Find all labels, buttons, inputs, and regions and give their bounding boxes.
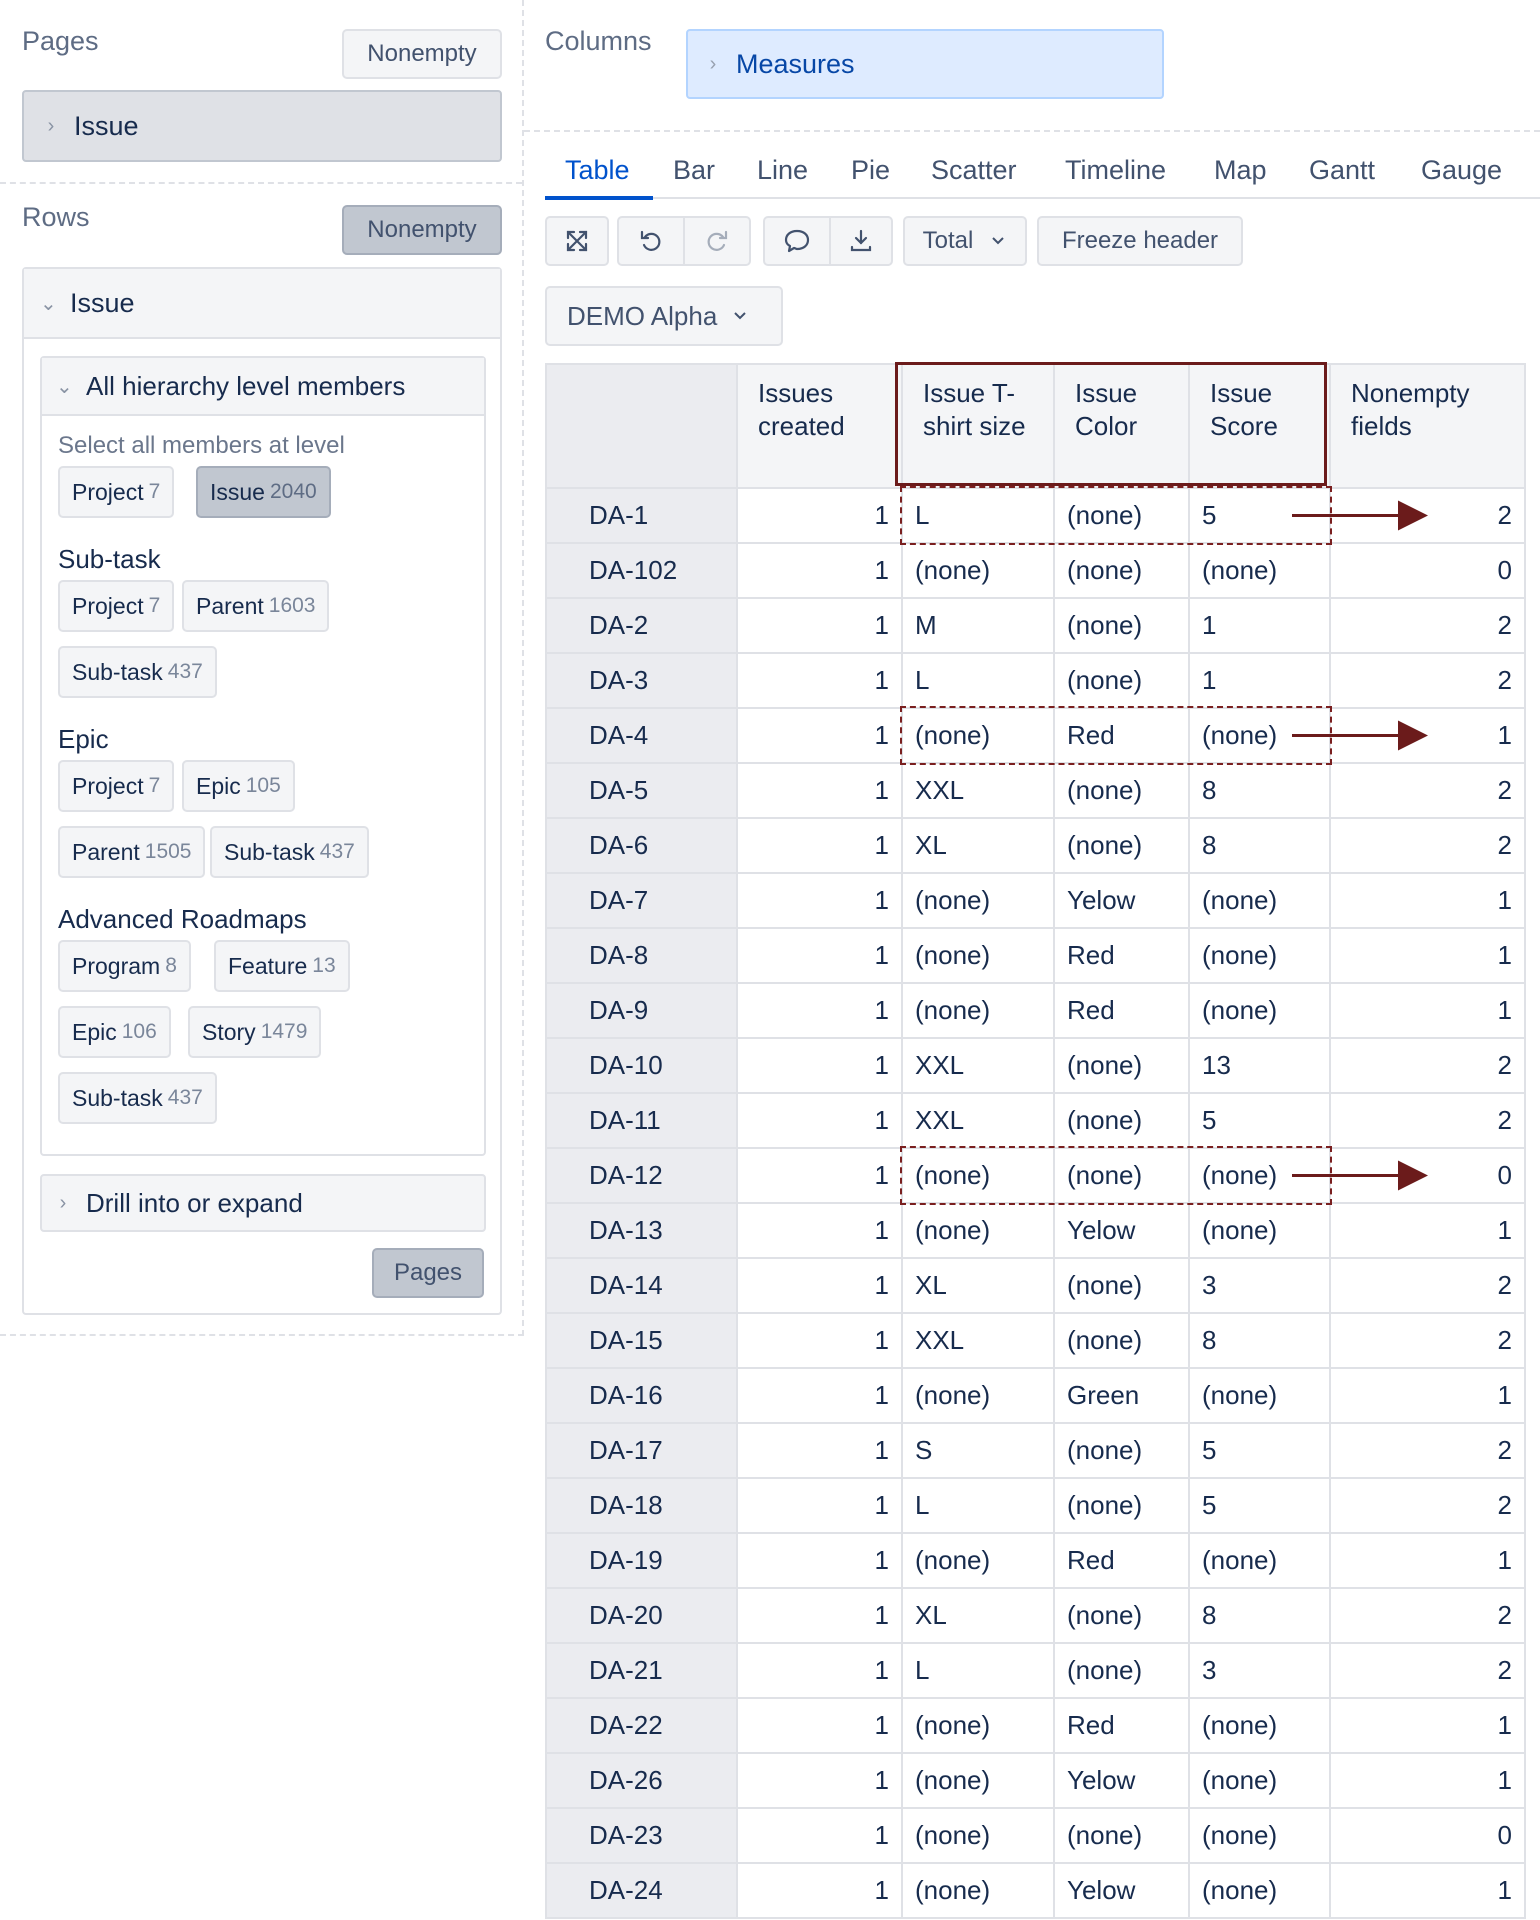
table-row (546, 543, 1525, 598)
undo-button[interactable] (617, 216, 685, 266)
comment-button[interactable] (763, 216, 831, 266)
group-title-advanced-roadmaps: Advanced Roadmaps (58, 904, 307, 934)
cell-nonempty-fields: 2 (1330, 818, 1525, 873)
row-header[interactable]: DA-24 (546, 1863, 737, 1918)
row-header[interactable]: DA-8 (546, 928, 737, 983)
cell-issues-created: 1 (737, 1313, 902, 1368)
cell-issue-score: (none) (1189, 928, 1330, 983)
cell-nonempty-fields: 2 (1330, 1423, 1525, 1478)
project-selector-label: DEMO Alpha (567, 300, 718, 331)
cell-issue-score: 5 (1189, 1093, 1330, 1148)
row-header[interactable]: DA-12 (546, 1148, 737, 1203)
cell-tshirt-size: XXL (902, 763, 1054, 818)
cell-issue-color: Red (1054, 983, 1189, 1038)
row-header[interactable]: DA-10 (546, 1038, 737, 1093)
col-header-nonempty-fields[interactable]: Nonempty fields (1330, 364, 1525, 488)
cell-issues-created: 1 (737, 1038, 902, 1093)
cell-issue-score: 5 (1189, 488, 1330, 543)
cell-nonempty-fields: 1 (1330, 873, 1525, 928)
table-row (546, 1863, 1525, 1918)
cell-nonempty-fields: 1 (1330, 1368, 1525, 1423)
cell-issues-created: 1 (737, 1588, 902, 1643)
cell-nonempty-fields: 1 (1330, 1533, 1525, 1588)
freeze-header-button[interactable]: Freeze header (1037, 216, 1243, 266)
cell-tshirt-size: (none) (902, 1203, 1054, 1258)
chip-label: Epic (196, 772, 241, 799)
chip-label: Sub-task (224, 838, 315, 865)
table-row (546, 1313, 1525, 1368)
cell-tshirt-size: XL (902, 1258, 1054, 1313)
row-header[interactable]: DA-11 (546, 1093, 737, 1148)
cell-issues-created: 1 (737, 983, 902, 1038)
cell-issue-score: 1 (1189, 653, 1330, 708)
cell-tshirt-size: L (902, 1643, 1054, 1698)
row-header[interactable]: DA-17 (546, 1423, 737, 1478)
cell-issues-created: 1 (737, 1423, 902, 1478)
cell-nonempty-fields: 2 (1330, 598, 1525, 653)
chip-count: 1505 (144, 840, 192, 863)
cell-issue-score: (none) (1189, 708, 1330, 763)
report-table (545, 363, 1526, 1919)
col-header-tshirt-size[interactable]: Issue T-shirt size (902, 364, 1054, 488)
cell-issues-created: 1 (737, 1258, 902, 1313)
cell-tshirt-size: (none) (902, 543, 1054, 598)
cell-issues-created: 1 (737, 1368, 902, 1423)
section-divider (0, 182, 522, 184)
chip-label: Parent (196, 592, 264, 619)
active-tab-indicator (545, 196, 653, 200)
cell-nonempty-fields: 0 (1330, 543, 1525, 598)
download-button[interactable] (829, 216, 893, 266)
table-header-row (546, 364, 1525, 488)
cell-tshirt-size: XXL (902, 1093, 1054, 1148)
cell-nonempty-fields: 1 (1330, 983, 1525, 1038)
cell-issue-score: (none) (1189, 983, 1330, 1038)
cell-issue-color: (none) (1054, 543, 1189, 598)
table-row (546, 1203, 1525, 1258)
cell-issue-color: (none) (1054, 1478, 1189, 1533)
chip-count: 8 (165, 954, 177, 977)
cell-nonempty-fields: 1 (1330, 928, 1525, 983)
cell-tshirt-size: (none) (902, 1368, 1054, 1423)
cell-nonempty-fields: 2 (1330, 1038, 1525, 1093)
cell-tshirt-size: M (902, 598, 1054, 653)
cell-issue-color: Yelow (1054, 873, 1189, 928)
cell-issue-score: 8 (1189, 1588, 1330, 1643)
cell-issues-created: 1 (737, 598, 902, 653)
cell-nonempty-fields: 2 (1330, 1478, 1525, 1533)
pages-issue-dimension[interactable] (22, 90, 502, 162)
tab-scatter[interactable]: Scatter (931, 155, 1017, 185)
cell-issue-color: (none) (1054, 1313, 1189, 1368)
cell-issues-created: 1 (737, 1533, 902, 1588)
cell-issues-created: 1 (737, 763, 902, 818)
row-header[interactable]: DA-6 (546, 818, 737, 873)
cell-nonempty-fields: 2 (1330, 763, 1525, 818)
cell-issue-color: (none) (1054, 653, 1189, 708)
cell-issue-color: (none) (1054, 1588, 1189, 1643)
cell-issue-score: 5 (1189, 1478, 1330, 1533)
redo-button[interactable] (683, 216, 751, 266)
chip-count: 13 (312, 954, 336, 977)
row-header[interactable]: DA-26 (546, 1753, 737, 1808)
cell-issue-color: (none) (1054, 1643, 1189, 1698)
chip-label: Parent (72, 838, 140, 865)
cell-tshirt-size: (none) (902, 1698, 1054, 1753)
cell-issues-created: 1 (737, 708, 902, 763)
cell-nonempty-fields: 1 (1330, 708, 1525, 763)
cell-issues-created: 1 (737, 1643, 902, 1698)
cell-nonempty-fields: 0 (1330, 1148, 1525, 1203)
cell-issue-score: 8 (1189, 1313, 1330, 1368)
cell-nonempty-fields: 2 (1330, 1093, 1525, 1148)
row-header[interactable]: DA-4 (546, 708, 737, 763)
row-header[interactable]: DA-9 (546, 983, 737, 1038)
pages-dimension-label: Issue (74, 110, 139, 141)
table-row (546, 708, 1525, 763)
cell-nonempty-fields: 2 (1330, 1313, 1525, 1368)
chip-count: 7 (148, 774, 161, 797)
chip-label: Epic (72, 1018, 117, 1045)
cell-nonempty-fields: 2 (1330, 653, 1525, 708)
drill-label: Drill into or expand (86, 1187, 303, 1218)
chip-label: Project (72, 478, 144, 505)
row-header[interactable]: DA-1 (546, 488, 737, 543)
cell-issue-color: (none) (1054, 1808, 1189, 1863)
chip-count: 1603 (268, 594, 316, 617)
cell-issue-color: (none) (1054, 598, 1189, 653)
cell-issue-color: (none) (1054, 1423, 1189, 1478)
cell-issues-created: 1 (737, 653, 902, 708)
total-label: Total (922, 227, 974, 254)
level-chip-sub-task-project[interactable] (58, 580, 174, 632)
cell-issues-created: 1 (737, 1698, 902, 1753)
cell-tshirt-size: L (902, 653, 1054, 708)
chip-label: Project (72, 772, 144, 799)
cell-nonempty-fields: 2 (1330, 1588, 1525, 1643)
project-selector[interactable] (545, 286, 783, 346)
chip-count: 437 (167, 1086, 203, 1109)
table-row (546, 763, 1525, 818)
cell-nonempty-fields: 2 (1330, 488, 1525, 543)
cell-tshirt-size: (none) (902, 1533, 1054, 1588)
undo-icon (638, 228, 664, 254)
pages-button[interactable]: Pages (372, 1248, 484, 1298)
rows-issue-card (22, 267, 502, 1315)
tab-bar[interactable]: Bar (673, 155, 716, 185)
table-row (546, 1258, 1525, 1313)
cell-issue-score: 3 (1189, 1643, 1330, 1698)
fullscreen-icon (564, 228, 590, 254)
cell-issue-score: 8 (1189, 818, 1330, 873)
drill-into-expand[interactable] (40, 1174, 486, 1232)
cell-tshirt-size: (none) (902, 1753, 1054, 1808)
cell-issue-score: 3 (1189, 1258, 1330, 1313)
fullscreen-button[interactable] (545, 216, 609, 266)
level-chip-advanced-roadmaps-program[interactable] (58, 940, 191, 992)
redo-icon (704, 228, 730, 254)
table-row (546, 1808, 1525, 1863)
table-row (546, 1753, 1525, 1808)
cell-issue-score: (none) (1189, 1863, 1330, 1918)
cell-tshirt-size: S (902, 1423, 1054, 1478)
cell-issues-created: 1 (737, 1148, 902, 1203)
cell-issue-color: (none) (1054, 1093, 1189, 1148)
chip-count: 106 (121, 1020, 157, 1043)
row-header[interactable]: DA-13 (546, 1203, 737, 1258)
cell-issues-created: 1 (737, 1478, 902, 1533)
table-row (546, 1093, 1525, 1148)
chip-count: 2040 (269, 480, 317, 503)
cell-issues-created: 1 (737, 543, 902, 598)
table-row (546, 1588, 1525, 1643)
table-row (546, 1423, 1525, 1478)
level-chip-sub-task-parent[interactable] (182, 580, 329, 632)
cell-issues-created: 1 (737, 1203, 902, 1258)
level-chip-advanced-roadmaps-story[interactable] (188, 1006, 321, 1058)
level-chip-advanced-roadmaps-epic[interactable] (58, 1006, 171, 1058)
cell-tshirt-size: (none) (902, 983, 1054, 1038)
level-chip-epic-epic[interactable] (182, 760, 295, 812)
chevron-down-icon (731, 310, 749, 322)
chevron-right-icon: › (47, 114, 55, 137)
table-row (546, 1368, 1525, 1423)
chip-label: Program (72, 952, 161, 979)
total-dropdown[interactable] (903, 216, 1027, 266)
cell-nonempty-fields: 0 (1330, 1808, 1525, 1863)
left-panel (0, 0, 524, 1336)
rows-title: Rows (22, 202, 90, 232)
cell-issues-created: 1 (737, 1863, 902, 1918)
chip-count: 437 (167, 660, 203, 683)
rows-nonempty-button[interactable]: Nonempty (342, 205, 502, 255)
level-chip-advanced-roadmaps-feature[interactable] (214, 940, 350, 992)
level-chip-sub-task-sub-task[interactable] (58, 646, 217, 698)
chip-count: 437 (319, 840, 355, 863)
cell-tshirt-size: XL (902, 818, 1054, 873)
row-header[interactable]: DA-16 (546, 1368, 737, 1423)
chip-label: Story (202, 1018, 256, 1045)
cell-issue-color: Red (1054, 708, 1189, 763)
level-chip-advanced-roadmaps-sub-task[interactable] (58, 1072, 217, 1124)
chip-label: Feature (228, 952, 308, 979)
tab-timeline[interactable]: Timeline (1065, 155, 1167, 185)
cell-issue-color: (none) (1054, 1148, 1189, 1203)
level-chip-epic-sub-task[interactable] (210, 826, 369, 878)
cell-issue-score: (none) (1189, 543, 1330, 598)
tabs-baseline (545, 197, 1540, 199)
cell-tshirt-size: (none) (902, 1863, 1054, 1918)
chip-count: 1479 (260, 1020, 308, 1043)
tab-gantt[interactable]: Gantt (1309, 155, 1376, 185)
hierarchy-card (40, 356, 486, 1156)
cell-issue-color: (none) (1054, 818, 1189, 873)
chevron-right-icon: › (709, 52, 717, 75)
table-row (546, 653, 1525, 708)
table-row (546, 1643, 1525, 1698)
table-row (546, 1478, 1525, 1533)
cell-issues-created: 1 (737, 1093, 902, 1148)
cell-issue-color: (none) (1054, 488, 1189, 543)
cell-nonempty-fields: 1 (1330, 1203, 1525, 1258)
row-header[interactable]: DA-20 (546, 1588, 737, 1643)
table-row (546, 873, 1525, 928)
chip-count: 7 (148, 594, 161, 617)
cell-issue-color: Yelow (1054, 1203, 1189, 1258)
pages-nonempty-button[interactable]: Nonempty (342, 29, 502, 79)
cell-issue-color: Red (1054, 1533, 1189, 1588)
hierarchy-hint: Select all members at level (58, 432, 345, 459)
level-chip-epic-project[interactable] (58, 760, 174, 812)
columns-measures-dimension[interactable] (686, 29, 1164, 99)
col-header-issues-created[interactable]: Issues created (737, 364, 902, 488)
row-header[interactable]: DA-2 (546, 598, 737, 653)
cell-issues-created: 1 (737, 873, 902, 928)
tab-table[interactable]: Table (565, 155, 630, 185)
tab-gauge[interactable]: Gauge (1421, 155, 1503, 185)
chevron-down-icon (989, 235, 1007, 247)
table-row (546, 1533, 1525, 1588)
rows-issue-dimension[interactable] (24, 269, 500, 339)
chevron-down-icon: ⌄ (56, 375, 73, 398)
col-header-issue-score[interactable]: Issue Score (1189, 364, 1330, 488)
table-row (546, 1038, 1525, 1093)
cell-issues-created: 1 (737, 928, 902, 983)
chip-label: Sub-task (72, 1084, 163, 1111)
col-header-issue-color[interactable]: Issue Color (1054, 364, 1189, 488)
row-header[interactable]: DA-23 (546, 1808, 737, 1863)
chip-label: Issue (210, 478, 265, 505)
cell-nonempty-fields: 2 (1330, 1643, 1525, 1698)
row-header[interactable]: DA-7 (546, 873, 737, 928)
cell-issue-score: (none) (1189, 873, 1330, 928)
cell-issue-color: (none) (1054, 763, 1189, 818)
cell-issue-score: 1 (1189, 598, 1330, 653)
cell-issues-created: 1 (737, 1808, 902, 1863)
cell-tshirt-size: L (902, 488, 1054, 543)
chevron-right-icon: › (59, 1191, 67, 1214)
cell-issue-score: 5 (1189, 1423, 1330, 1478)
hierarchy-header[interactable] (42, 358, 484, 416)
cell-issues-created: 1 (737, 818, 902, 873)
row-header[interactable]: DA-18 (546, 1478, 737, 1533)
row-header[interactable]: DA-102 (546, 543, 737, 598)
table-row (546, 598, 1525, 653)
cell-issues-created: 1 (737, 488, 902, 543)
cell-tshirt-size: (none) (902, 708, 1054, 763)
cell-tshirt-size: (none) (902, 1808, 1054, 1863)
chip-label: Sub-task (72, 658, 163, 685)
cell-nonempty-fields: 1 (1330, 1698, 1525, 1753)
table-row (546, 488, 1525, 543)
cell-nonempty-fields: 1 (1330, 1753, 1525, 1808)
group-title-subtask: Sub-task (58, 544, 161, 574)
cell-issue-color: Yelow (1054, 1863, 1189, 1918)
row-header[interactable]: DA-3 (546, 653, 737, 708)
cell-tshirt-size: XXL (902, 1313, 1054, 1368)
cell-issues-created: 1 (737, 1753, 902, 1808)
cell-tshirt-size: L (902, 1478, 1054, 1533)
level-chip-project[interactable] (58, 466, 174, 518)
cell-issue-score: 13 (1189, 1038, 1330, 1093)
pages-title: Pages (22, 26, 99, 56)
cell-issue-color: Red (1054, 1698, 1189, 1753)
row-header[interactable]: DA-14 (546, 1258, 737, 1313)
row-header[interactable]: DA-19 (546, 1533, 737, 1588)
rows-dimension-label: Issue (70, 287, 135, 318)
cell-issue-color: Green (1054, 1368, 1189, 1423)
row-header[interactable]: DA-5 (546, 763, 737, 818)
cell-issue-color: (none) (1054, 1038, 1189, 1093)
cell-issue-score: 8 (1189, 763, 1330, 818)
cell-tshirt-size: XL (902, 1588, 1054, 1643)
cell-issue-color: Red (1054, 928, 1189, 983)
chip-count: 105 (245, 774, 281, 797)
columns-title: Columns (545, 26, 652, 56)
tab-map[interactable]: Map (1214, 155, 1267, 185)
hierarchy-title: All hierarchy level members (86, 370, 406, 401)
cell-issue-score: (none) (1189, 1203, 1330, 1258)
level-chip-epic-parent[interactable] (58, 826, 205, 878)
row-header[interactable]: DA-22 (546, 1698, 737, 1753)
cell-tshirt-size: (none) (902, 1148, 1054, 1203)
columns-divider (524, 130, 1540, 132)
cell-issue-score: (none) (1189, 1148, 1330, 1203)
cell-issue-score: (none) (1189, 1533, 1330, 1588)
cell-issue-color: (none) (1054, 1258, 1189, 1313)
table-row (546, 818, 1525, 873)
row-header[interactable]: DA-21 (546, 1643, 737, 1698)
row-header[interactable]: DA-15 (546, 1313, 737, 1368)
table-row (546, 1698, 1525, 1753)
cell-issue-score: (none) (1189, 1698, 1330, 1753)
download-icon (848, 228, 874, 254)
table-row (546, 928, 1525, 983)
table-row (546, 1148, 1525, 1203)
group-title-epic: Epic (58, 724, 109, 754)
cell-nonempty-fields: 1 (1330, 1863, 1525, 1918)
cell-issue-score: (none) (1189, 1753, 1330, 1808)
tab-line[interactable]: Line (757, 155, 809, 185)
comment-icon (783, 228, 811, 254)
chip-count: 7 (148, 480, 161, 503)
cell-issue-score: (none) (1189, 1808, 1330, 1863)
columns-dimension-label: Measures (736, 48, 855, 79)
cell-tshirt-size: (none) (902, 873, 1054, 928)
tab-pie[interactable]: Pie (851, 155, 891, 185)
cell-nonempty-fields: 2 (1330, 1258, 1525, 1313)
table-row (546, 983, 1525, 1038)
cell-tshirt-size: (none) (902, 928, 1054, 983)
chip-label: Project (72, 592, 144, 619)
level-chip-issue[interactable] (196, 466, 331, 518)
cell-issue-color: Yelow (1054, 1753, 1189, 1808)
table-corner (546, 364, 737, 488)
chevron-down-icon: ⌄ (40, 292, 57, 315)
cell-issue-score: (none) (1189, 1368, 1330, 1423)
cell-tshirt-size: XXL (902, 1038, 1054, 1093)
